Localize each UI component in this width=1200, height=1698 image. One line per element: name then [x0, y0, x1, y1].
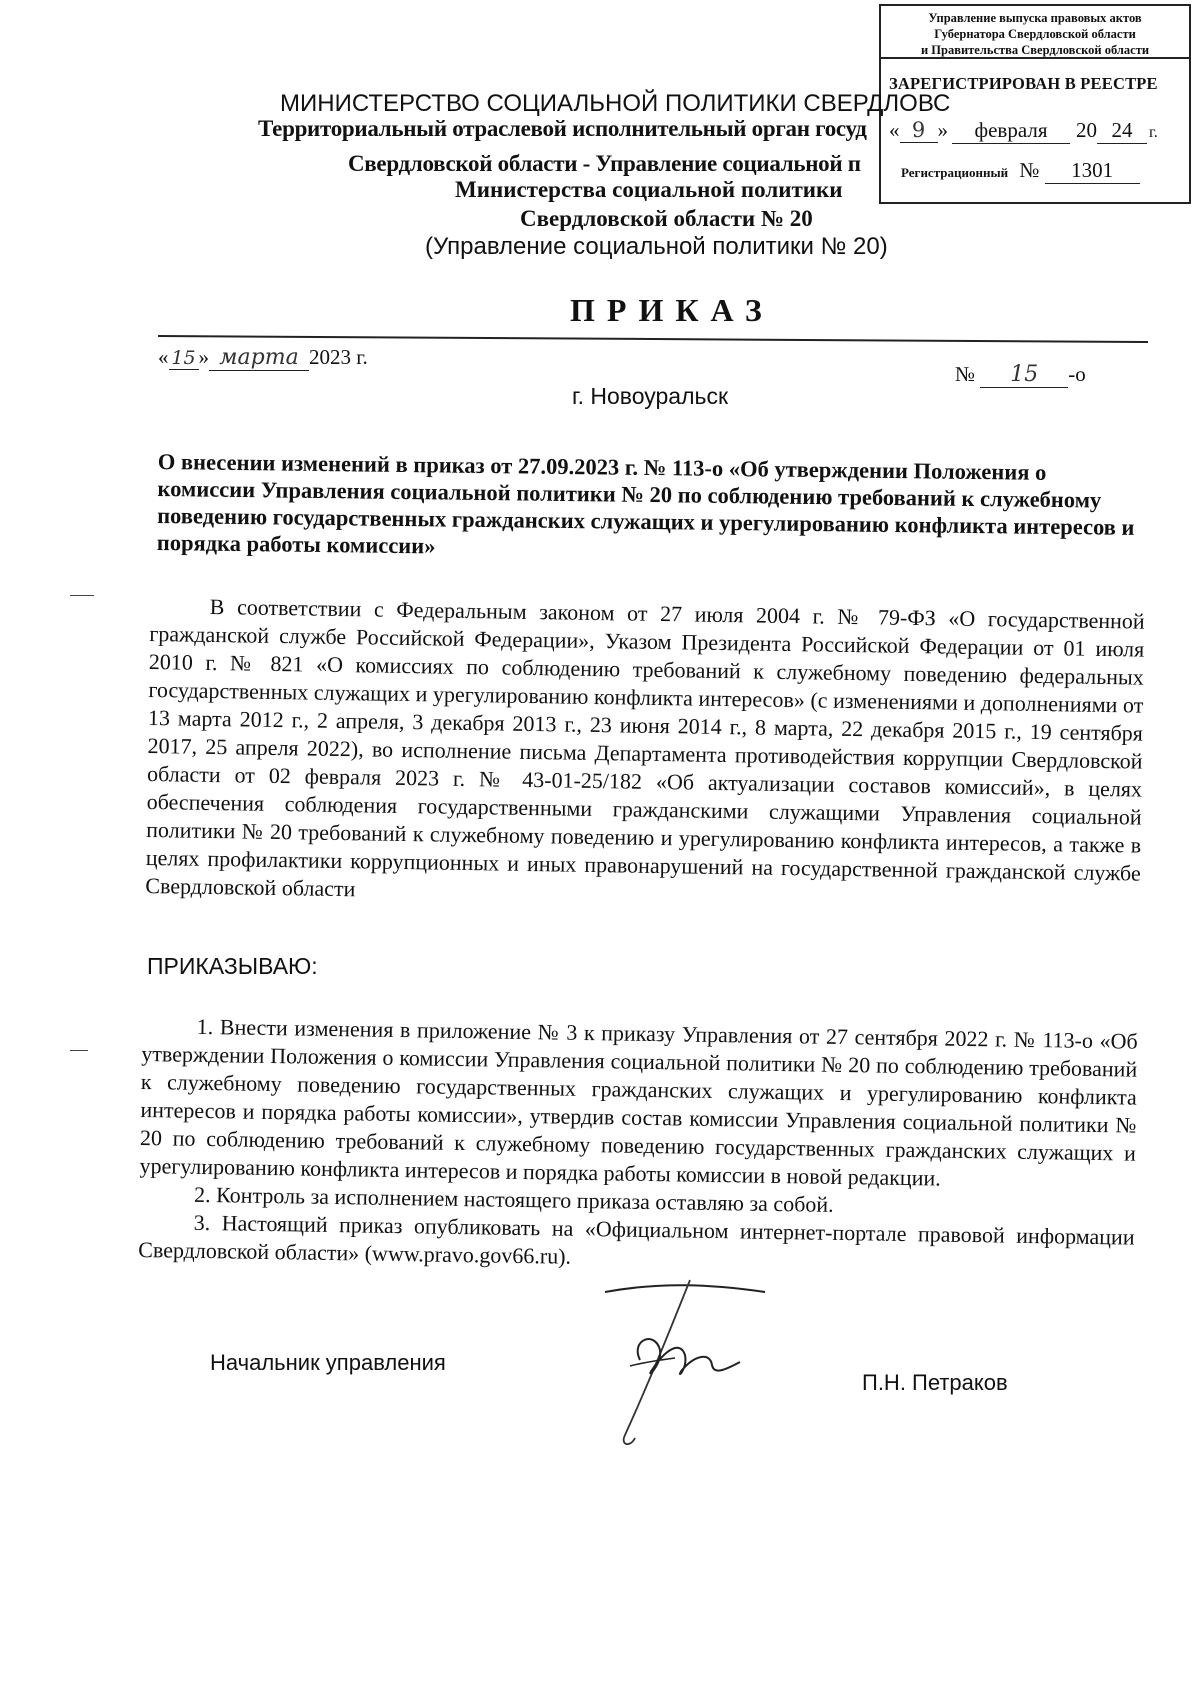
document-number	[955, 362, 1086, 388]
stamp-year-suffix: 24	[1097, 118, 1147, 144]
stamp-close-quote: »	[937, 118, 948, 142]
scan-margin-mark	[70, 1050, 88, 1051]
document-type-title: ПРИКАЗ	[570, 292, 774, 328]
stamp-reg-label: Регистрационный	[901, 165, 1009, 180]
date-open-quote: «	[158, 345, 169, 369]
stamp-reg-number: 1301	[1045, 158, 1140, 184]
date-close-quote: »	[198, 345, 209, 369]
preamble-text: В соответствии с Федеральным законом от 27 июля 2004 г. № 79-ФЗ «О государственной гражданской службе Российской Федерации», Указом Президента Российской Федерации от 01 июля 2010 г. № 821 «О комиссиях по соблюдению требований к служебному поведению федеральных государственных служащих и урегулированию конфликта интересов» (с изменениями и дополнениями от 13 марта 2012 г., 2 апреля, 3 декабря 2013 г., 23 июня 2014 г., 8 марта, 22 декабря 2015 г., 19 сентября 2017, 25 апреля 2022), во исполнение письма Департамента противодействия коррупции Свердловской области от 02 февраля 2023 г. № 43-01-25/182 «Об актуализации составов комиссий», в целях обеспечения соблюдения государственными гражданскими служащими Управления социальной политики № 20 требований к служебному поведению и урегулированию конфликта интересов, а также в целях профилактики коррупционных и иных правонарушений на государственной гражданской службе Свердловской области	[145, 593, 1145, 902]
stamp-day: 9	[900, 118, 938, 143]
document-number-sign: №	[955, 362, 976, 386]
date-month-handwritten: марта	[209, 345, 309, 371]
stamp-authority-line: Губернатора Свердловской области	[934, 27, 1136, 41]
order-item: 2. Контроль за исполнением настоящего приказа оставляю за собой.	[193, 1181, 834, 1217]
signer-name: П.Н. Петраков	[862, 1370, 1008, 1395]
org-name-line: Территориальный отраслевой исполнительный орган госуд	[258, 116, 867, 141]
stamp-year-prefix: 20	[1076, 118, 1097, 142]
stamp-month: февраля	[952, 118, 1070, 144]
stamp-reg-number-row	[901, 158, 1191, 184]
document-subject: О внесении изменений в приказ от 27.09.2023 г. № 113-о «Об утверждении Положения о комиссии Управления социальной политики № 20 по соблюдению требований к служебному поведению государственных гражданских служащих и урегулированию конфликта интересов и порядка работы комиссии»	[156, 448, 1135, 559]
document-city: г. Новоуральск	[572, 383, 729, 409]
date-day-handwritten: 15	[169, 347, 199, 370]
header-divider	[158, 335, 1148, 343]
order-items	[138, 1012, 1138, 1280]
stamp-authority-line: и Правительства Свердловской области	[920, 43, 1150, 57]
stamp-date	[889, 118, 1189, 144]
preamble-paragraph	[145, 592, 1145, 916]
org-name-line: Свердловской области - Управление социальной п	[348, 151, 861, 176]
ministry-name: МИНИСТЕРСТВО СОЦИАЛЬНОЙ ПОЛИТИКИ СВЕРДЛОВС	[280, 90, 951, 117]
order-word: ПРИКАЗЫВАЮ:	[147, 953, 318, 979]
org-name-line: Свердловской области № 20	[520, 206, 813, 231]
stamp-open-quote: «	[889, 118, 900, 142]
document-date	[158, 345, 368, 371]
document-number-suffix: -о	[1068, 362, 1086, 386]
stamp-authority	[881, 6, 1189, 59]
org-name-line: Министерства социальной политики	[455, 177, 843, 202]
handwritten-signature-icon	[600, 1270, 820, 1460]
order-item: 3. Настоящий приказ опубликовать на «Официальном интернет-портале правовой информации Свердловской области» (www.pravo.gov66.ru).	[138, 1209, 1135, 1269]
date-year: 2023 г.	[309, 345, 368, 369]
stamp-authority-line: Управление выпуска правовых актов	[928, 11, 1142, 25]
org-short-name: (Управление социальной политики № 20)	[425, 233, 888, 260]
stamp-number-sign: №	[1019, 158, 1040, 182]
document-number-handwritten: 15	[980, 362, 1068, 388]
stamp-registered-label: ЗАРЕГИСТРИРОВАН В РЕЕСТРЕ	[889, 74, 1158, 93]
scan-margin-mark	[70, 595, 94, 596]
signer-role: Начальник управления	[210, 1350, 446, 1375]
order-item: 1. Внести изменения в приложение № 3 к приказу Управления от 27 сентября 2022 г. № 113-о «Об утверждении Положения о комиссии Управления социальной политики № 20 по соблюдению требований к служебному поведению государственных гражданских служащих и урегулированию конфликта интересов и порядка работы комиссии», утвердив состав комиссии Управления социальной политики № 20 по соблюдению требований к служебному поведению государственных гражданских служащих и урегулированию конфликта интересов и порядка работы комиссии в новой редакции.	[139, 1013, 1138, 1191]
stamp-year-unit: г.	[1149, 124, 1158, 141]
